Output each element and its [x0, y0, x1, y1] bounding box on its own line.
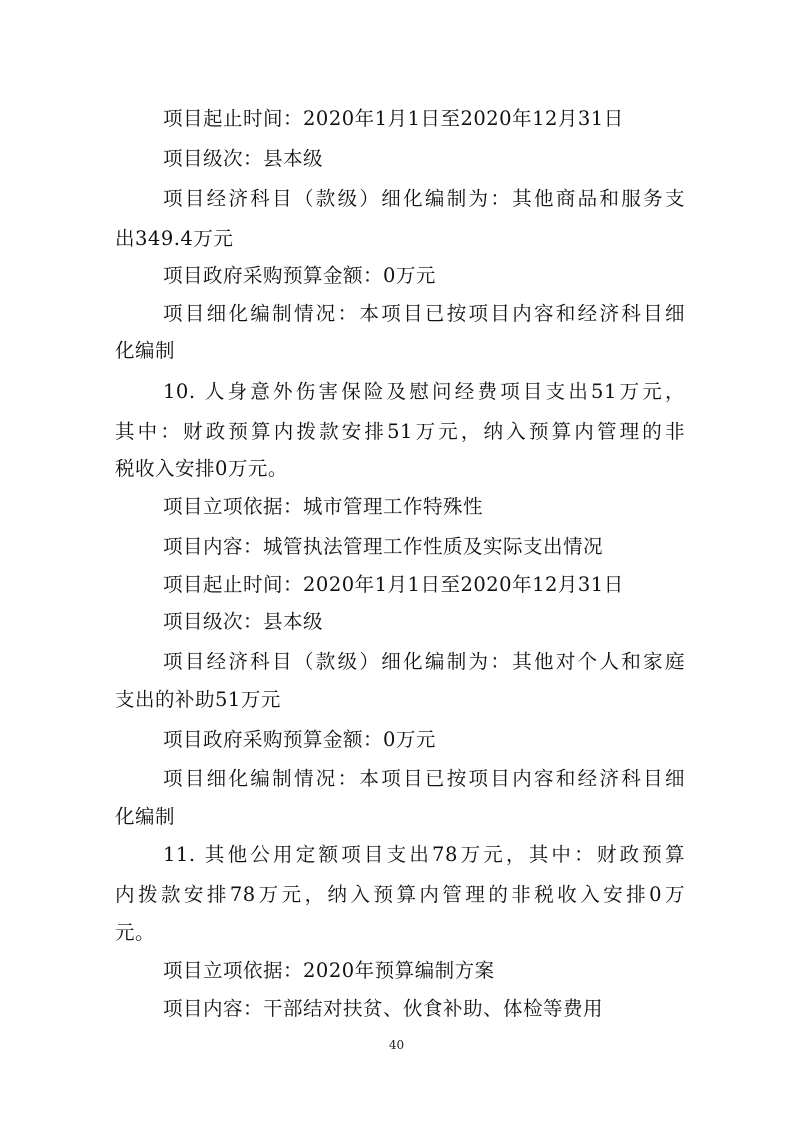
text-line: 项目政府采购预算金额：0万元 [163, 264, 436, 287]
text-line: 10. 人身意外伤害保险及慰问经费项目支出51万元， [163, 380, 685, 403]
text-line: 项目细化编制情况：本项目已按项目内容和经济科目细 [163, 767, 685, 790]
text-line: 税收入安排0万元。 [115, 457, 288, 480]
text-line: 项目政府采购预算金额：0万元 [163, 728, 436, 751]
page-number: 40 [388, 1038, 405, 1052]
text-line: 项目立项依据：2020年预算编制方案 [163, 959, 495, 982]
text-line: 化编制 [115, 805, 176, 828]
text-line: 项目起止时间：2020年1月1日至2020年12月31日 [163, 107, 624, 130]
text-line: 化编制 [115, 339, 176, 362]
text-line: 元。 [115, 921, 156, 944]
text-line: 出349.4万元 [115, 227, 234, 250]
text-line: 项目细化编制情况：本项目已按项目内容和经济科目细 [163, 302, 685, 325]
text-line: 项目级次：县本级 [163, 610, 324, 633]
text-line: 支出的补助51万元 [115, 688, 281, 711]
text-line: 项目级次：县本级 [163, 147, 324, 170]
text-line: 11. 其他公用定额项目支出78万元，其中：财政预算 [163, 843, 685, 866]
text-line: 内拨款安排78万元，纳入预算内管理的非税收入安排0万 [115, 883, 685, 906]
text-line: 项目经济科目（款级）细化编制为：其他对个人和家庭 [163, 650, 685, 673]
text-line: 项目立项依据：城市管理工作特殊性 [163, 495, 484, 518]
text-line: 项目经济科目（款级）细化编制为：其他商品和服务支 [163, 187, 685, 210]
text-line: 其中：财政预算内拨款安排51万元，纳入预算内管理的非 [115, 420, 685, 443]
text-line: 项目起止时间：2020年1月1日至2020年12月31日 [163, 573, 624, 596]
text-line: 项目内容：城管执法管理工作性质及实际支出情况 [163, 535, 604, 558]
text-line: 项目内容：干部结对扶贫、伙食补助、体检等费用 [163, 997, 604, 1020]
